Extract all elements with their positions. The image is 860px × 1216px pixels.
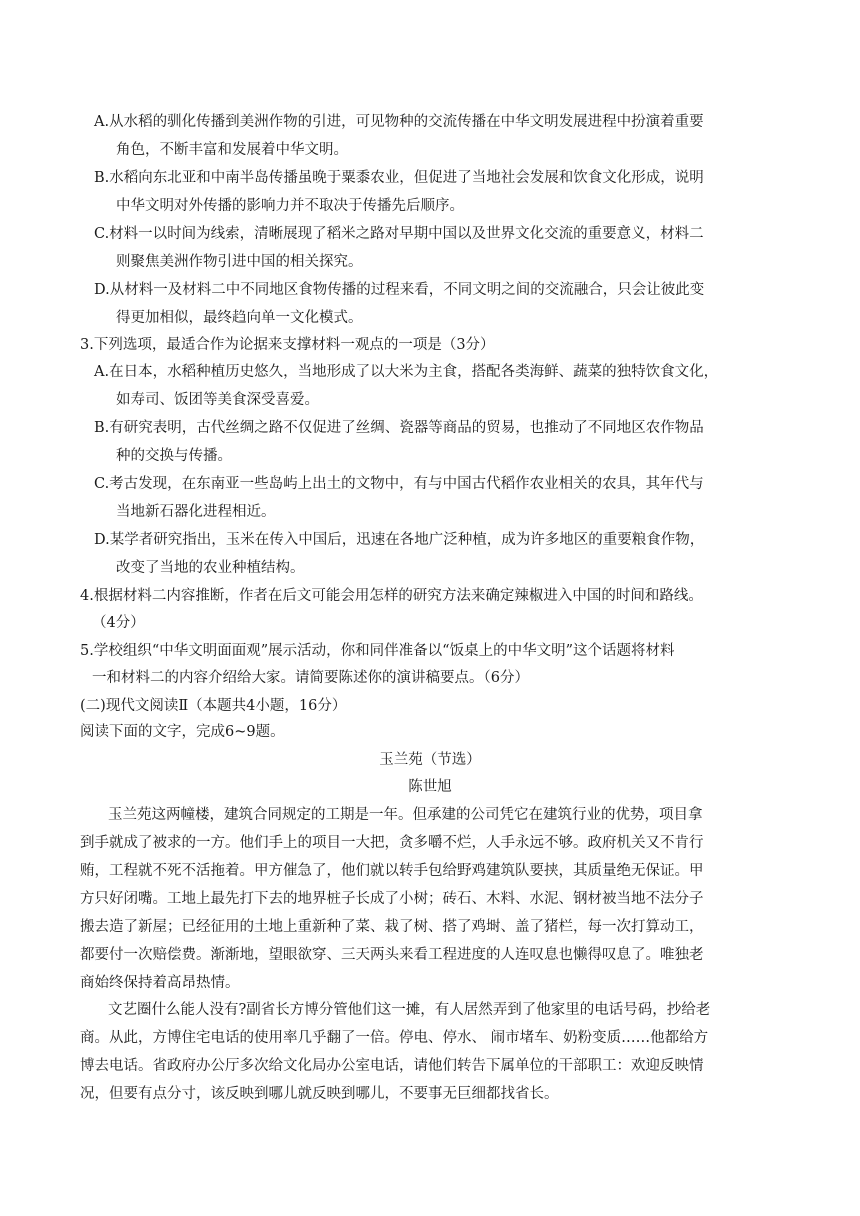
- q3-option-d-line2: 改变了当地的农业种植结构。: [116, 560, 305, 576]
- q3-option-a-line1: A.在日本，水稻种植历史悠久，当地形成了以大米为主食，搭配各类海鲜、蔬菜的独特饮食文化，: [94, 364, 719, 380]
- para1-line1: 玉兰苑这两幢楼，建筑合同规定的工期是一年。但承建的公司凭它在建筑行业的优势，项目拿: [108, 807, 703, 823]
- q2-option-d-line1: D.从材料一及材料二中不同地区食物传播的过程来看，不同文明之间的交流融合，只会让彼此变: [94, 282, 705, 298]
- para2-line3: 博去电话。省政府办公厅多次给文化局办公室电话，请他们转告下属单位的干部职工：欢迎反映情: [80, 1058, 704, 1074]
- section-title: (二)现代文阅读Ⅱ（本题共4小题，16分）: [80, 698, 347, 714]
- para1-line6: 都要付一次赔偿费。渐渐地，望眼欲穿、三天两头来看工程进度的人连叹息也懒得叹息了。唯独老: [80, 947, 704, 963]
- q2-option-d-line2: 得更加相似，最终趋向单一文化模式。: [116, 310, 363, 326]
- q3-option-c-line2: 当地新石器化进程相近。: [116, 504, 276, 520]
- q3-option-a-line2: 如寿司、饭团等美食深受喜爱。: [116, 392, 319, 408]
- para1-line3: 贿，工程就不死不活拖着。甲方催急了，他们就以转手包给野鸡建筑队要挟，其质量绝无保证。甲: [80, 863, 704, 879]
- reading-instruction: 阅读下面的文字，完成6~9题。: [80, 724, 285, 740]
- q2-option-c-line1: C.材料一以时间为线索，清晰展现了稻米之路对早期中国以及世界文化交流的重要意义，材料二: [94, 226, 704, 242]
- q4-line1: 4.根据材料二内容推断，作者在后文可能会用怎样的研究方法来确定辣椒进入中国的时间和路线。: [80, 588, 703, 604]
- q3-option-b-line1: B.有研究表明，古代丝绸之路不仅促进了丝绸、瓷器等商品的贸易，也推动了不同地区农作物品: [94, 420, 704, 436]
- q2-option-b-line2: 中华文明对外传播的影响力并不取决于传播先后顺序。: [116, 198, 464, 214]
- para1-line2: 到手就成了被求的一方。他们手上的项目一大把，贪多嚼不烂，人手永远不够。政府机关又不肯行: [80, 835, 704, 851]
- para2-line2: 商。从此，方博住宅电话的使用率几乎翻了一倍。停电、停水、 闹市堵车、奶粉变质……他都给方: [80, 1030, 709, 1046]
- para1-line7: 商始终保持着高昂热情。: [80, 975, 240, 991]
- q3-option-b-line2: 种的交换与传播。: [116, 448, 232, 464]
- q4-line2: （4分）: [92, 615, 145, 631]
- q2-option-b-line1: B.水稻向东北亚和中南半岛传播虽晚于粟黍农业，但促进了当地社会发展和饮食文化形成，说明: [94, 170, 704, 186]
- q3-option-d-line1: D.某学者研究指出，玉米在传入中国后，迅速在各地广泛种植，成为许多地区的重要粮食作物，: [94, 532, 705, 548]
- para1-line4: 方只好闭嘴。工地上最先打下去的地界桩子长成了小树；砖石、木料、水泥、钢材被当地不法分子: [80, 891, 704, 907]
- q2-option-a-line2: 角色，不断丰富和发展着中华文明。: [116, 142, 348, 158]
- para1-line5: 搬去造了新屋；已经征用的土地上重新种了菜、栽了树、搭了鸡埘、盖了猪栏，每一次打算动工，: [80, 919, 704, 935]
- q2-option-c-line2: 则聚焦美洲作物引进中国的相关探究。: [116, 254, 363, 270]
- article-title: 玉兰苑（节选）: [379, 752, 481, 768]
- article-author: 陈世旭: [408, 779, 452, 795]
- q3-option-c-line1: C.考古发现，在东南亚一些岛屿上出土的文物中，有与中国古代稻作农业相关的农具，其年代与: [94, 476, 704, 492]
- q3-stem: 3.下列选项，最适合作为论据来支撑材料一观点的一项是（3分）: [80, 337, 495, 353]
- q5-line1: 5.学校组织“中华文明面面观”展示活动，你和同伴准备以“饭桌上的中华文明”这个话题将材料: [80, 643, 675, 659]
- q2-option-a-line1: A.从水稻的驯化传播到美洲作物的引进，可见物种的交流传播在中华文明发展进程中扮演着重要: [94, 114, 704, 130]
- para2-line1: 文艺圈什么能人没有?副省长方博分管他们这一摊，有人居然弄到了他家里的电话号码，抄给老: [108, 1002, 711, 1018]
- q5-line2: 一和材料二的内容介绍给大家。请简要陈述你的演讲稿要点。（6分）: [92, 670, 529, 686]
- para2-line4: 况，但要有点分寸，该反映到哪儿就反映到哪儿，不要事无巨细都找省长。: [80, 1086, 559, 1102]
